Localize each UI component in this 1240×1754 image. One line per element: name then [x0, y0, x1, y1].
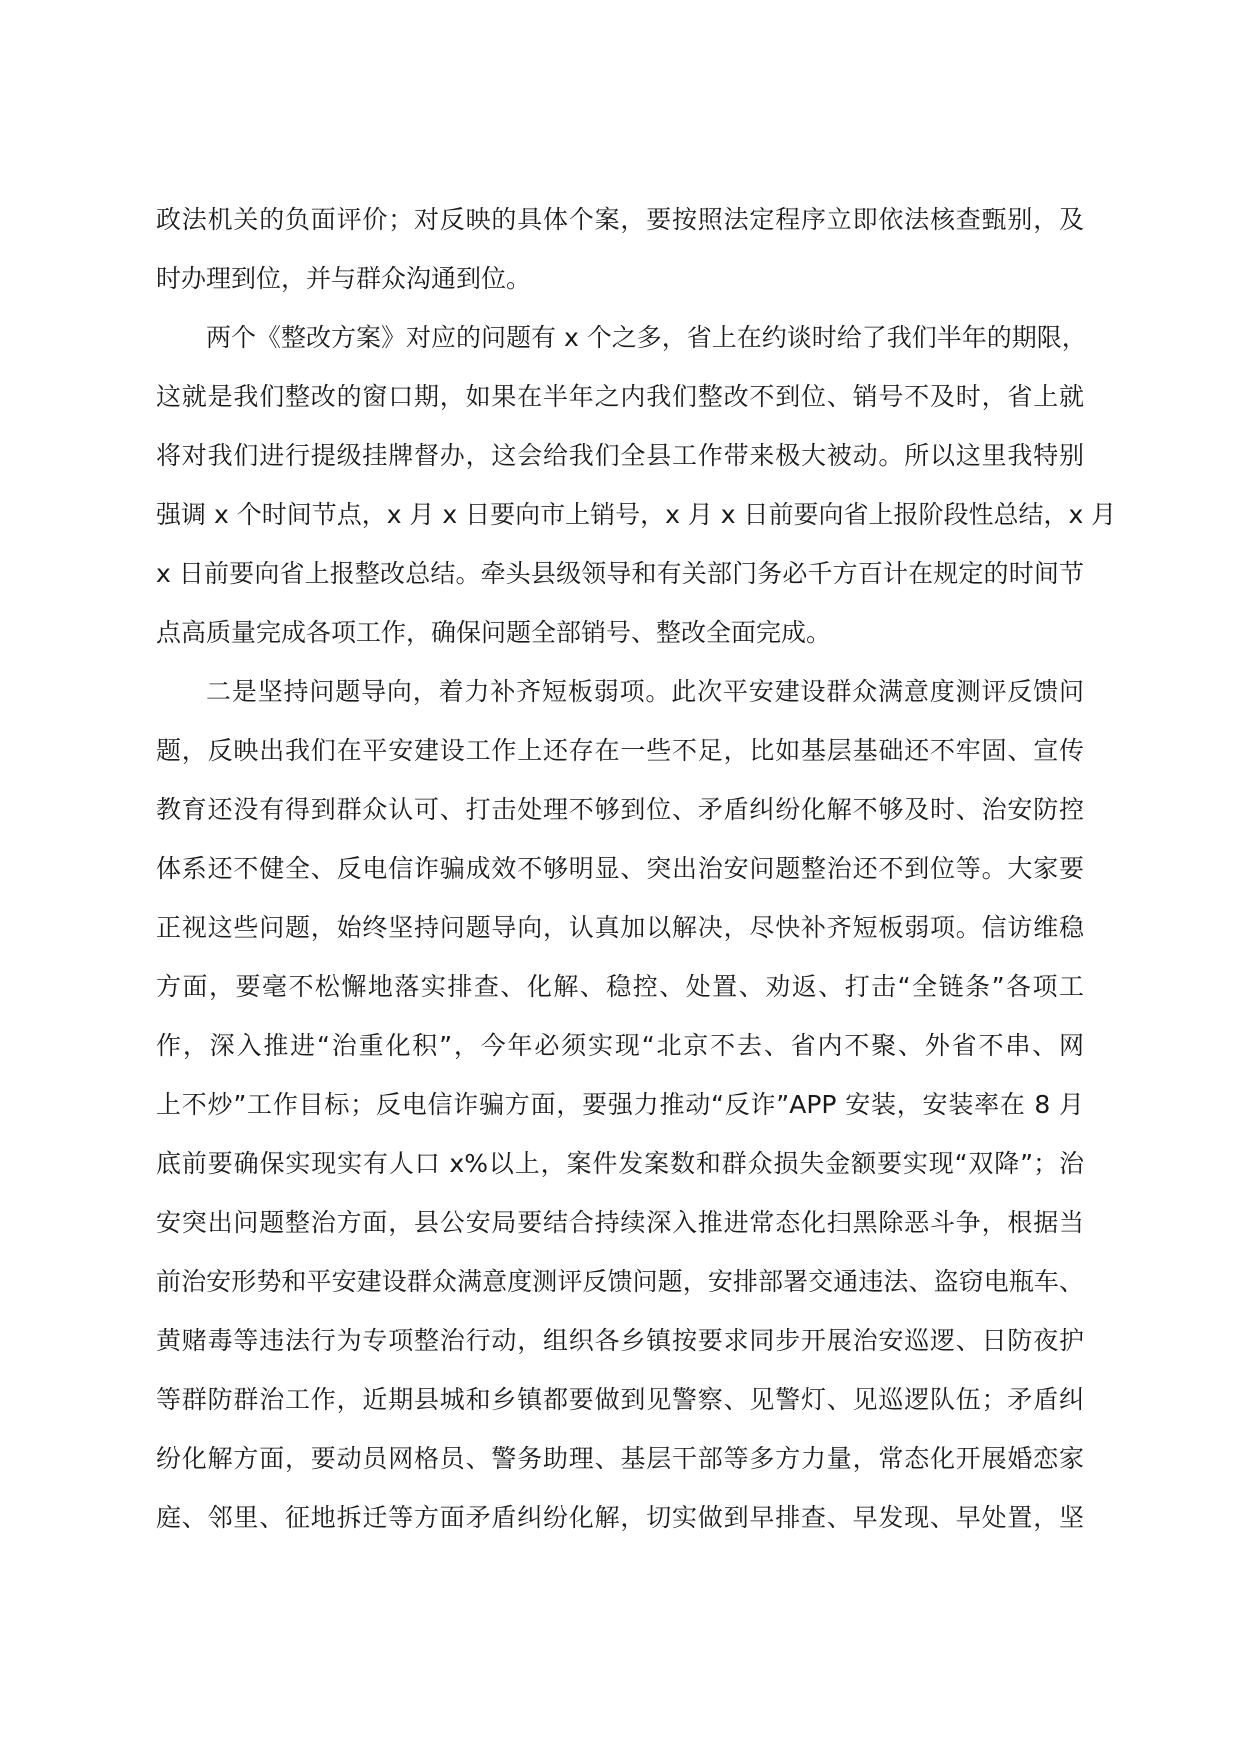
text-line: 体系还不健全、反电信诈骗成效不够明显、突出治安问题整治还不到位等。大家要: [156, 854, 1084, 883]
document-body: [156, 190, 1117, 1547]
paragraph-problem-oriented: [156, 662, 1084, 1547]
text-line: 正视这些问题，始终坚持问题导向，认真加以解决，尽快补齐短板弱项。信访维稳: [156, 913, 1084, 942]
text-line: 点高质量完成各项工作，确保问题全部销号、整改全面完成。: [156, 618, 832, 647]
text-line: 黄赌毒等违法行为专项整治行动，组织各乡镇按要求同步开展治安巡逻、日防夜护: [156, 1326, 1084, 1355]
text-line: 教育还没有得到群众认可、打击处理不够到位、矛盾纠纷化解不够及时、治安防控: [156, 795, 1084, 824]
text-line: 两个《整改方案》对应的问题有 x 个之多，省上在约谈时给了我们半年的期限，: [206, 323, 1087, 352]
text-line: 安突出问题整治方面，县公安局要结合持续深入推进常态化扫黑除恶斗争，根据当: [156, 1208, 1084, 1237]
text-line: 作，深入推进“治重化积”，今年必须实现“北京不去、省内不聚、外省不串、网: [156, 1031, 1084, 1060]
text-line: 这就是我们整改的窗口期，如果在半年之内我们整改不到位、销号不及时，省上就: [156, 382, 1084, 411]
paragraph-rectification-plans: [156, 308, 1117, 662]
text-line: 等群防群治工作，近期县城和乡镇都要做到见警察、见警灯、见巡逻队伍；矛盾纠: [156, 1385, 1084, 1414]
text-line: 纷化解方面，要动员网格员、警务助理、基层干部等多方力量，常态化开展婚恋家: [156, 1444, 1084, 1473]
text-line: 方面，要毫不松懈地落实排查、化解、稳控、处置、劝返、打击“全链条”各项工: [156, 972, 1084, 1001]
text-line: 上不炒”工作目标；反电信诈骗方面，要强力推动“反诈”APP 安装，安装率在 8 月: [156, 1090, 1084, 1119]
text-line: 底前要确保实现实有人口 x%以上，案件发案数和群众损失金额要实现“双降”；治: [156, 1149, 1084, 1178]
text-line: 强调 x 个时间节点，x 月 x 日要向市上销号，x 月 x 日前要向省上报阶段性总结，x 月: [156, 500, 1117, 529]
text-line: 题，反映出我们在平安建设工作上还存在一些不足，比如基层基础还不牢固、宣传: [156, 736, 1084, 765]
text-line: 时办理到位，并与群众沟通到位。: [156, 264, 532, 293]
text-line: 政法机关的负面评价；对反映的具体个案，要按照法定程序立即依法核查甄别，及: [156, 205, 1084, 234]
text-line: 前治安形势和平安建设群众满意度测评反馈问题，安排部署交通违法、盗窃电瓶车、: [156, 1267, 1084, 1296]
text-line: 将对我们进行提级挂牌督办，这会给我们全县工作带来极大被动。所以这里我特别: [156, 441, 1084, 470]
text-line: 庭、邻里、征地拆迁等方面矛盾纠纷化解，切实做到早排查、早发现、早处置，坚: [156, 1503, 1084, 1532]
text-line: 二是坚持问题导向，着力补齐短板弱项。此次平安建设群众满意度测评反馈问: [206, 677, 1084, 706]
paragraph-continued: [156, 190, 1084, 308]
text-line: x 日前要向省上报整改总结。牵头县级领导和有关部门务必千方百计在规定的时间节: [156, 559, 1084, 588]
